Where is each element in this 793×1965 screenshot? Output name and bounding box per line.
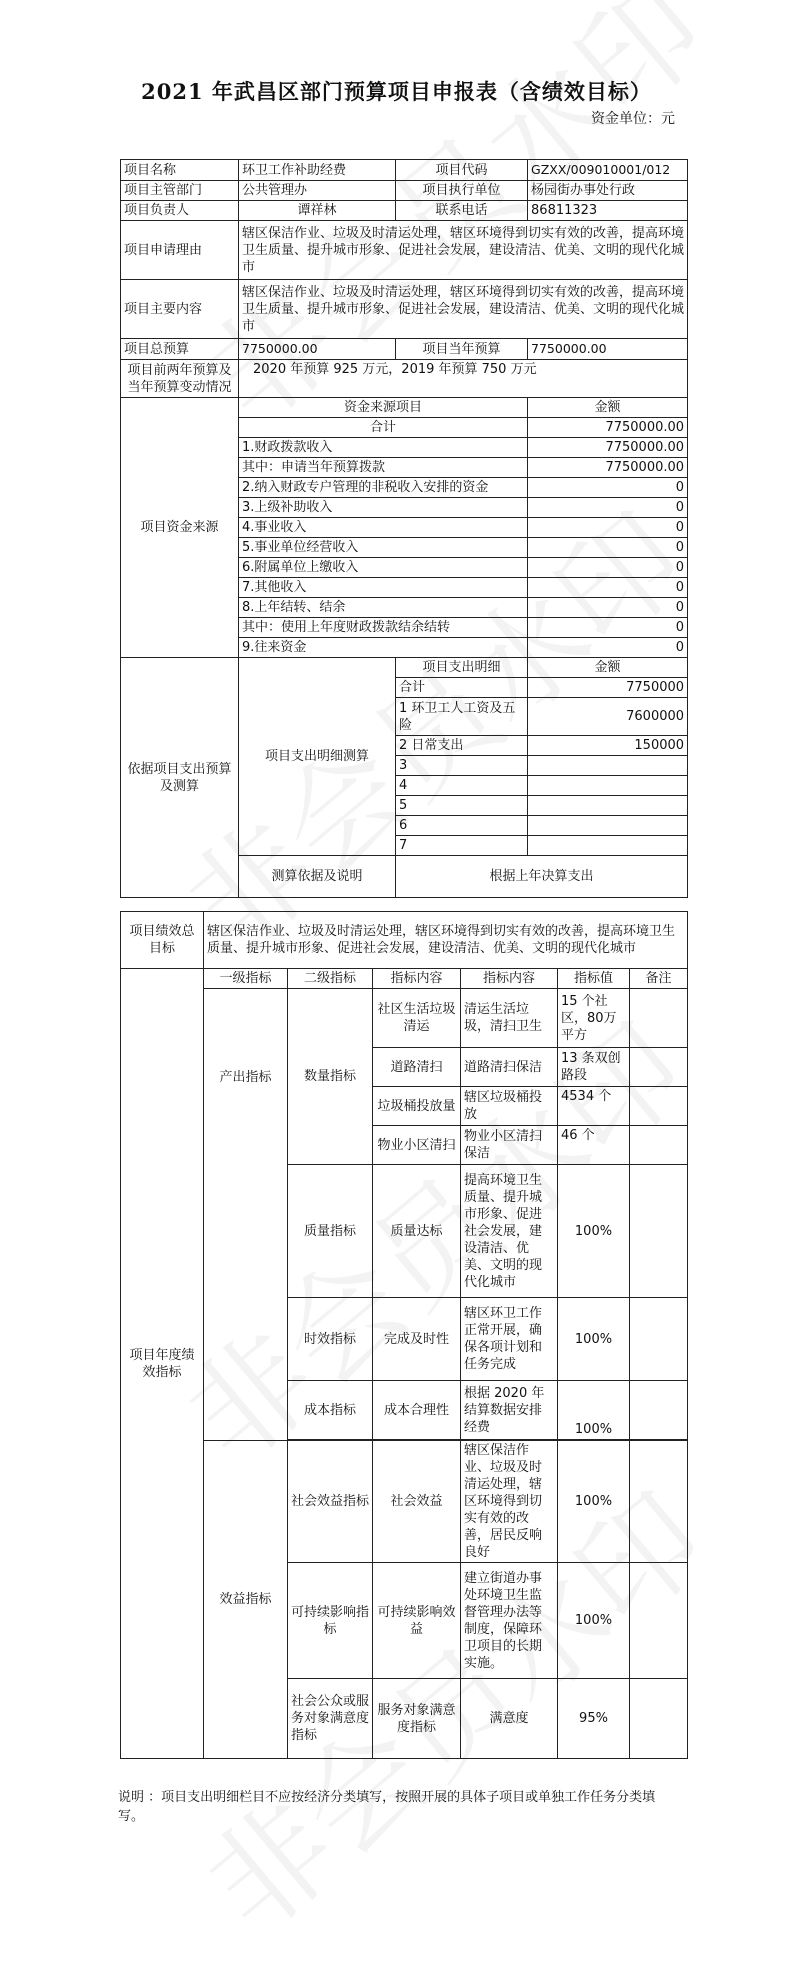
indicator-remark xyxy=(630,1048,688,1087)
year-budget-value: 7750000.00 xyxy=(528,339,688,360)
indicator-content: 提高环境卫生质量、提升城市形象、促进社会发展，建设清洁、优美、文明的现代化城市 xyxy=(461,1165,558,1298)
expense-item: 2 日常支出 xyxy=(396,736,528,756)
funding-amount: 0 xyxy=(528,578,688,598)
indicator-name: 质量达标 xyxy=(373,1165,461,1298)
indicator-name: 物业小区清扫 xyxy=(373,1126,461,1165)
funding-amount: 0 xyxy=(528,538,688,558)
indicator-name: 社区生活垃圾清运 xyxy=(373,989,461,1048)
funding-item: 4.事业收入 xyxy=(239,518,528,538)
expense-item: 5 xyxy=(396,796,528,816)
dept-value: 公共管理办 xyxy=(239,181,396,201)
social-indicator: 社会效益指标 xyxy=(288,1441,373,1563)
indicator-content: 建立街道办事处环境卫生监督管理办法等制度，保障环卫项目的长期实施。 xyxy=(461,1563,558,1679)
expense-item: 1 环卫工人工资及五险 xyxy=(396,698,528,736)
header-content-b: 指标内容 xyxy=(461,969,558,989)
indicator-content: 满意度 xyxy=(461,1679,558,1759)
funding-item: 1.财政拨款收入 xyxy=(239,438,528,458)
indicator-remark xyxy=(630,1165,688,1298)
indicator-value: 100% xyxy=(558,1441,630,1563)
funding-item: 6.附属单位上缴收入 xyxy=(239,558,528,578)
cost-indicator: 成本指标 xyxy=(288,1381,373,1440)
indicator-content: 物业小区清扫保洁 xyxy=(461,1126,558,1165)
indicator-value: 46 个 xyxy=(558,1126,630,1165)
indicator-name: 垃圾桶投放量 xyxy=(373,1087,461,1126)
total-budget-label: 项目总预算 xyxy=(121,339,239,360)
indicator-value: 100% xyxy=(558,1165,630,1298)
satisfaction-indicator: 社会公众或服务对象满意度指标 xyxy=(288,1679,373,1759)
page-title: 2021 年武昌区部门预算项目申报表（含绩效目标） xyxy=(141,79,652,104)
funding-label: 项目资金来源 xyxy=(121,398,239,658)
indicator-value: 13 条双创路段 xyxy=(558,1048,630,1087)
owner-label: 项目负责人 xyxy=(121,201,239,221)
indicator-content: 根据 2020 年结算数据安排经费 xyxy=(461,1381,558,1440)
indicator-value: 4534 个 xyxy=(558,1087,630,1126)
expense-detail-label: 项目支出明细测算 xyxy=(239,658,396,856)
indicator-remark xyxy=(630,1298,688,1381)
year-budget-label: 项目当年预算 xyxy=(396,339,528,360)
reason-value: 辖区保洁作业、垃圾及时清运处理，辖区环境得到切实有效的改善，提高环境卫生质量、提升城市形象、促进社会发展，建设清洁、优美、文明的现代化城市 xyxy=(239,221,688,280)
code-value: GZXX/009010001/012 xyxy=(528,160,688,181)
overall-goal-label: 项目绩效总目标 xyxy=(121,912,204,969)
indicator-remark xyxy=(630,1126,688,1165)
funding-amount: 7750000.00 xyxy=(528,458,688,478)
effect-indicator: 效益指标 xyxy=(204,1441,288,1759)
indicator-value: 100% xyxy=(558,1563,630,1679)
indicator-name: 完成及时性 xyxy=(373,1298,461,1381)
basic-info-table xyxy=(120,159,688,898)
footnote: 说明 ：项目支出明细栏目不应按经济分类填写，按照开展的具体子项目或单独工作任务分类填写。 xyxy=(118,1790,656,1824)
funding-amount: 0 xyxy=(528,478,688,498)
funding-amount: 0 xyxy=(528,518,688,538)
indicator-remark xyxy=(630,1381,688,1440)
expense-basis-label: 依据项目支出预算及测算 xyxy=(121,658,239,898)
funding-amount: 7750000.00 xyxy=(528,418,688,438)
funding-item: 合计 xyxy=(239,418,528,438)
funding-item: 其中：使用上年度财政拨款结余结转 xyxy=(239,618,528,638)
output-indicator: 产出指标 xyxy=(204,989,288,1441)
name-label: 项目名称 xyxy=(121,160,239,181)
funding-item: 8.上年结转、结余 xyxy=(239,598,528,618)
name-value: 环卫工作补助经费 xyxy=(239,160,396,181)
expense-amount xyxy=(528,756,688,776)
header-level1: 一级指标 xyxy=(204,969,288,989)
expense-item: 3 xyxy=(396,756,528,776)
expense-amount xyxy=(528,836,688,856)
funding-item: 2.纳入财政专户管理的非税收入安排的资金 xyxy=(239,478,528,498)
budget-change-value: 2020 年预算 925 万元，2019 年预算 750 万元 xyxy=(239,360,688,398)
content-label: 项目主要内容 xyxy=(121,280,239,339)
funding-item: 其中：申请当年预算拨款 xyxy=(239,458,528,478)
expense-amount: 7600000 xyxy=(528,698,688,736)
funding-amount: 0 xyxy=(528,638,688,658)
expense-item: 4 xyxy=(396,776,528,796)
sustain-indicator: 可持续影响指标 xyxy=(288,1563,373,1679)
exec-value: 杨园街办事处行政 xyxy=(528,181,688,201)
time-indicator: 时效指标 xyxy=(288,1298,373,1381)
indicator-value: 100% xyxy=(558,1298,630,1381)
expense-header-item: 项目支出明细 xyxy=(396,658,528,678)
calc-basis-label: 测算依据及说明 xyxy=(239,856,396,898)
header-content-a: 指标内容 xyxy=(373,969,461,989)
indicator-remark xyxy=(630,989,688,1048)
indicator-remark xyxy=(630,1441,688,1563)
expense-item: 合计 xyxy=(396,678,528,698)
indicator-content: 清运生活垃圾，清扫卫生 xyxy=(461,989,558,1048)
indicator-content: 辖区环卫工作正常开展，确保各项计划和任务完成 xyxy=(461,1298,558,1381)
funding-amount: 0 xyxy=(528,598,688,618)
calc-basis-value: 根据上年决算支出 xyxy=(396,856,688,898)
budget-change-label: 项目前两年预算及当年预算变动情况 xyxy=(121,360,239,398)
funding-header-item: 资金来源项目 xyxy=(239,398,528,418)
indicator-value: 95% xyxy=(558,1679,630,1759)
indicator-content: 道路清扫保洁 xyxy=(461,1048,558,1087)
phone-value: 86811323 xyxy=(528,201,688,221)
expense-item: 6 xyxy=(396,816,528,836)
currency-unit: 资金单位：元 xyxy=(591,111,675,127)
indicator-remark xyxy=(630,1679,688,1759)
code-label: 项目代码 xyxy=(396,160,528,181)
header-value: 指标值 xyxy=(558,969,630,989)
indicator-remark xyxy=(630,1563,688,1679)
owner-value: 谭祥林 xyxy=(239,201,396,221)
funding-header-amount: 金额 xyxy=(528,398,688,418)
funding-item: 3.上级补助收入 xyxy=(239,498,528,518)
expense-amount xyxy=(528,796,688,816)
indicator-content: 辖区保洁作业、垃圾及时清运处理，辖区环境得到切实有效的改善，居民反响良好 xyxy=(461,1441,558,1563)
dept-label: 项目主管部门 xyxy=(121,181,239,201)
funding-item: 9.往来资金 xyxy=(239,638,528,658)
expense-amount: 7750000 xyxy=(528,678,688,698)
indicator-name: 可持续影响效益 xyxy=(373,1563,461,1679)
phone-label: 联系电话 xyxy=(396,201,528,221)
indicator-name: 道路清扫 xyxy=(373,1048,461,1087)
indicator-name: 成本合理性 xyxy=(373,1381,461,1440)
overall-goal-value: 辖区保洁作业、垃圾及时清运处理，辖区环境得到切实有效的改善，提高环境卫生质量、提升城市形象、促进社会发展，建设清洁、优美、文明的现代化城市 xyxy=(204,912,688,969)
exec-label: 项目执行单位 xyxy=(396,181,528,201)
indicator-name: 服务对象满意度指标 xyxy=(373,1679,461,1759)
content-value: 辖区保洁作业、垃圾及时清运处理，辖区环境得到切实有效的改善，提高环境卫生质量、提升城市形象、促进社会发展，建设清洁、优美、文明的现代化城市 xyxy=(239,280,688,339)
performance-table xyxy=(120,911,688,1759)
indicator-value: 100% xyxy=(558,1381,630,1440)
expense-header-amount: 金额 xyxy=(528,658,688,678)
funding-item: 5.事业单位经营收入 xyxy=(239,538,528,558)
total-budget-value: 7750000.00 xyxy=(239,339,396,360)
funding-amount: 0 xyxy=(528,498,688,518)
header-level2: 二级指标 xyxy=(288,969,373,989)
funding-amount: 0 xyxy=(528,558,688,578)
quality-indicator: 质量指标 xyxy=(288,1165,373,1298)
indicator-content: 辖区垃圾桶投放 xyxy=(461,1087,558,1126)
reason-label: 项目申请理由 xyxy=(121,221,239,280)
expense-amount xyxy=(528,776,688,796)
expense-amount: 150000 xyxy=(528,736,688,756)
indicator-value: 15 个社区，80万平方 xyxy=(558,989,630,1048)
annual-indicator-label: 项目年度绩效指标 xyxy=(121,969,204,1759)
header-remark: 备注 xyxy=(630,969,688,989)
quantity-indicator: 数量指标 xyxy=(288,989,373,1165)
expense-item: 7 xyxy=(396,836,528,856)
indicator-remark xyxy=(630,1087,688,1126)
funding-amount: 7750000.00 xyxy=(528,438,688,458)
indicator-name: 社会效益 xyxy=(373,1441,461,1563)
funding-item: 7.其他收入 xyxy=(239,578,528,598)
funding-amount: 0 xyxy=(528,618,688,638)
expense-amount xyxy=(528,816,688,836)
